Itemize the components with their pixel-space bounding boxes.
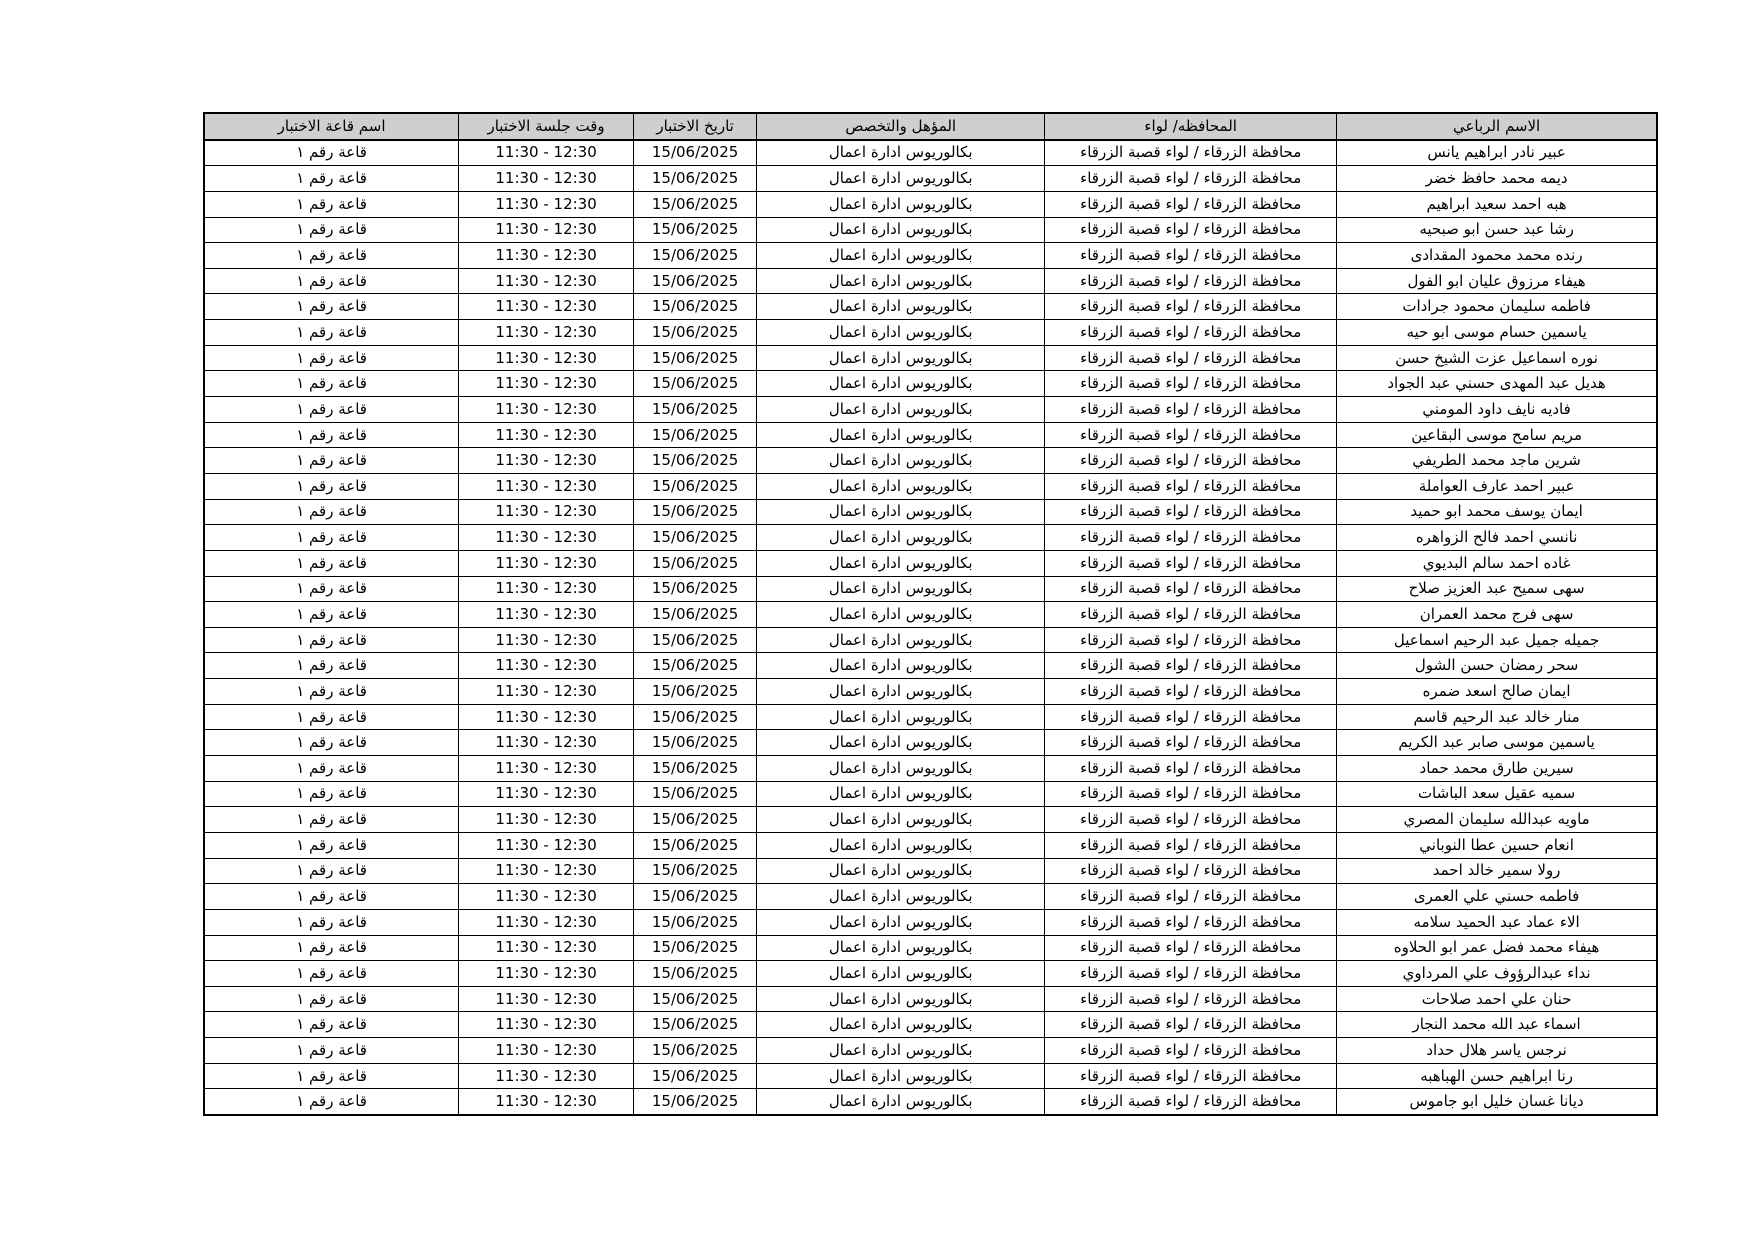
cell-session-time: 11:30 - 12:30 [459,832,634,858]
cell-qualification: بكالوريوس ادارة اعمال [757,140,1045,166]
cell-governorate: محافظة الزرقاء / لواء قصبة الزرقاء [1045,858,1337,884]
cell-hall-name: قاعة رقم ١ [204,935,459,961]
table-row [204,1038,1657,1064]
cell-qualification: بكالوريوس ادارة اعمال [757,243,1045,269]
cell-governorate: محافظة الزرقاء / لواء قصبة الزرقاء [1045,191,1337,217]
cell-exam-date: 15/06/2025 [633,345,756,371]
cell-hall-name: قاعة رقم ١ [204,217,459,243]
cell-name: سحر رمضان حسن الشول [1337,653,1657,679]
cell-hall-name: قاعة رقم ١ [204,986,459,1012]
cell-qualification: بكالوريوس ادارة اعمال [757,986,1045,1012]
cell-exam-date: 15/06/2025 [633,320,756,346]
cell-qualification: بكالوريوس ادارة اعمال [757,756,1045,782]
cell-governorate: محافظة الزرقاء / لواء قصبة الزرقاء [1045,807,1337,833]
cell-session-time: 11:30 - 12:30 [459,217,634,243]
cell-name: رنده محمد محمود المقدادى [1337,243,1657,269]
cell-governorate: محافظة الزرقاء / لواء قصبة الزرقاء [1045,909,1337,935]
cell-exam-date: 15/06/2025 [633,781,756,807]
cell-exam-date: 15/06/2025 [633,679,756,705]
cell-qualification: بكالوريوس ادارة اعمال [757,320,1045,346]
cell-hall-name: قاعة رقم ١ [204,499,459,525]
header-session-time: وقت جلسة الاختبار [459,113,634,140]
cell-session-time: 11:30 - 12:30 [459,884,634,910]
cell-name: ديانا غسان خليل ابو جاموس [1337,1089,1657,1115]
cell-session-time: 11:30 - 12:30 [459,525,634,551]
table-row [204,961,1657,987]
cell-session-time: 11:30 - 12:30 [459,166,634,192]
cell-exam-date: 15/06/2025 [633,191,756,217]
cell-hall-name: قاعة رقم ١ [204,243,459,269]
cell-exam-date: 15/06/2025 [633,294,756,320]
cell-session-time: 11:30 - 12:30 [459,781,634,807]
cell-name: نرجس ياسر هلال حداد [1337,1038,1657,1064]
cell-hall-name: قاعة رقم ١ [204,602,459,628]
cell-name: ايمان صالح اسعد ضمره [1337,679,1657,705]
cell-hall-name: قاعة رقم ١ [204,909,459,935]
cell-qualification: بكالوريوس ادارة اعمال [757,499,1045,525]
cell-session-time: 11:30 - 12:30 [459,576,634,602]
cell-hall-name: قاعة رقم ١ [204,576,459,602]
cell-name: عبير احمد عارف العواملة [1337,473,1657,499]
table-row [204,422,1657,448]
cell-session-time: 11:30 - 12:30 [459,1063,634,1089]
table-row [204,730,1657,756]
cell-qualification: بكالوريوس ادارة اعمال [757,422,1045,448]
cell-governorate: محافظة الزرقاء / لواء قصبة الزرقاء [1045,422,1337,448]
cell-exam-date: 15/06/2025 [633,525,756,551]
cell-session-time: 11:30 - 12:30 [459,935,634,961]
cell-session-time: 11:30 - 12:30 [459,1089,634,1115]
table-row [204,166,1657,192]
cell-governorate: محافظة الزرقاء / لواء قصبة الزرقاء [1045,602,1337,628]
cell-session-time: 11:30 - 12:30 [459,397,634,423]
cell-exam-date: 15/06/2025 [633,1089,756,1115]
cell-name: سهى فرج محمد العمران [1337,602,1657,628]
cell-qualification: بكالوريوس ادارة اعمال [757,807,1045,833]
cell-qualification: بكالوريوس ادارة اعمال [757,576,1045,602]
cell-name: رنا ابراهيم حسن الهباهبه [1337,1063,1657,1089]
cell-hall-name: قاعة رقم ١ [204,756,459,782]
cell-governorate: محافظة الزرقاء / لواء قصبة الزرقاء [1045,576,1337,602]
table-row [204,371,1657,397]
cell-governorate: محافظة الزرقاء / لواء قصبة الزرقاء [1045,550,1337,576]
cell-name: اسماء عبد الله محمد النجار [1337,1012,1657,1038]
cell-session-time: 11:30 - 12:30 [459,602,634,628]
cell-qualification: بكالوريوس ادارة اعمال [757,832,1045,858]
cell-name: انعام حسين عطا النوباني [1337,832,1657,858]
cell-hall-name: قاعة رقم ١ [204,653,459,679]
cell-hall-name: قاعة رقم ١ [204,525,459,551]
cell-name: رولا سمير خالد احمد [1337,858,1657,884]
cell-governorate: محافظة الزرقاء / لواء قصبة الزرقاء [1045,1012,1337,1038]
table-row [204,884,1657,910]
cell-governorate: محافظة الزرقاء / لواء قصبة الزرقاء [1045,884,1337,910]
table-row [204,1089,1657,1115]
cell-hall-name: قاعة رقم ١ [204,320,459,346]
cell-hall-name: قاعة رقم ١ [204,294,459,320]
cell-name: فاطمه سليمان محمود جرادات [1337,294,1657,320]
cell-exam-date: 15/06/2025 [633,730,756,756]
cell-hall-name: قاعة رقم ١ [204,627,459,653]
cell-session-time: 11:30 - 12:30 [459,756,634,782]
table-row [204,781,1657,807]
cell-session-time: 11:30 - 12:30 [459,858,634,884]
cell-governorate: محافظة الزرقاء / لواء قصبة الزرقاء [1045,140,1337,166]
cell-name: رشا عبد حسن ابو صبحيه [1337,217,1657,243]
table-row [204,576,1657,602]
cell-exam-date: 15/06/2025 [633,832,756,858]
cell-qualification: بكالوريوس ادارة اعمال [757,730,1045,756]
cell-qualification: بكالوريوس ادارة اعمال [757,858,1045,884]
cell-qualification: بكالوريوس ادارة اعمال [757,884,1045,910]
table-row [204,473,1657,499]
cell-exam-date: 15/06/2025 [633,704,756,730]
cell-session-time: 11:30 - 12:30 [459,653,634,679]
cell-governorate: محافظة الزرقاء / لواء قصبة الزرقاء [1045,525,1337,551]
cell-hall-name: قاعة رقم ١ [204,679,459,705]
cell-session-time: 11:30 - 12:30 [459,345,634,371]
table-body [204,140,1657,1115]
cell-hall-name: قاعة رقم ١ [204,550,459,576]
table-row [204,756,1657,782]
cell-governorate: محافظة الزرقاء / لواء قصبة الزرقاء [1045,627,1337,653]
cell-hall-name: قاعة رقم ١ [204,832,459,858]
cell-session-time: 11:30 - 12:30 [459,627,634,653]
cell-hall-name: قاعة رقم ١ [204,191,459,217]
cell-governorate: محافظة الزرقاء / لواء قصبة الزرقاء [1045,345,1337,371]
cell-exam-date: 15/06/2025 [633,627,756,653]
table-row [204,448,1657,474]
cell-governorate: محافظة الزرقاء / لواء قصبة الزرقاء [1045,986,1337,1012]
cell-qualification: بكالوريوس ادارة اعمال [757,1012,1045,1038]
cell-name: حنان علي احمد صلاحات [1337,986,1657,1012]
cell-qualification: بكالوريوس ادارة اعمال [757,191,1045,217]
cell-hall-name: قاعة رقم ١ [204,140,459,166]
cell-governorate: محافظة الزرقاء / لواء قصبة الزرقاء [1045,448,1337,474]
cell-qualification: بكالوريوس ادارة اعمال [757,1038,1045,1064]
cell-qualification: بكالوريوس ادارة اعمال [757,679,1045,705]
cell-qualification: بكالوريوس ادارة اعمال [757,1063,1045,1089]
cell-name: مريم سامح موسى البقاعين [1337,422,1657,448]
cell-exam-date: 15/06/2025 [633,576,756,602]
cell-hall-name: قاعة رقم ١ [204,858,459,884]
cell-exam-date: 15/06/2025 [633,909,756,935]
cell-qualification: بكالوريوس ادارة اعمال [757,166,1045,192]
cell-exam-date: 15/06/2025 [633,935,756,961]
table-row [204,653,1657,679]
table-row [204,1012,1657,1038]
cell-hall-name: قاعة رقم ١ [204,1063,459,1089]
cell-qualification: بكالوريوس ادارة اعمال [757,704,1045,730]
cell-exam-date: 15/06/2025 [633,397,756,423]
cell-exam-date: 15/06/2025 [633,653,756,679]
cell-session-time: 11:30 - 12:30 [459,730,634,756]
cell-qualification: بكالوريوس ادارة اعمال [757,397,1045,423]
header-exam-date: تاريخ الاختبار [633,113,756,140]
table-row [204,217,1657,243]
cell-qualification: بكالوريوس ادارة اعمال [757,217,1045,243]
cell-name: هيفاء مرزوق عليان ابو الفول [1337,268,1657,294]
cell-hall-name: قاعة رقم ١ [204,268,459,294]
cell-session-time: 11:30 - 12:30 [459,909,634,935]
cell-qualification: بكالوريوس ادارة اعمال [757,935,1045,961]
cell-qualification: بكالوريوس ادارة اعمال [757,909,1045,935]
cell-exam-date: 15/06/2025 [633,1063,756,1089]
cell-name: فاديه نايف داود المومني [1337,397,1657,423]
cell-session-time: 11:30 - 12:30 [459,679,634,705]
table-row [204,191,1657,217]
cell-exam-date: 15/06/2025 [633,1012,756,1038]
cell-governorate: محافظة الزرقاء / لواء قصبة الزرقاء [1045,679,1337,705]
cell-hall-name: قاعة رقم ١ [204,345,459,371]
cell-hall-name: قاعة رقم ١ [204,1089,459,1115]
cell-governorate: محافظة الزرقاء / لواء قصبة الزرقاء [1045,756,1337,782]
cell-governorate: محافظة الزرقاء / لواء قصبة الزرقاء [1045,294,1337,320]
cell-governorate: محافظة الزرقاء / لواء قصبة الزرقاء [1045,704,1337,730]
header-hall-name: اسم قاعة الاختبار [204,113,459,140]
table-row [204,679,1657,705]
table-row [204,858,1657,884]
cell-exam-date: 15/06/2025 [633,473,756,499]
cell-hall-name: قاعة رقم ١ [204,781,459,807]
cell-exam-date: 15/06/2025 [633,217,756,243]
cell-governorate: محافظة الزرقاء / لواء قصبة الزرقاء [1045,217,1337,243]
cell-exam-date: 15/06/2025 [633,140,756,166]
cell-session-time: 11:30 - 12:30 [459,704,634,730]
exam-roster-table [203,112,1658,1116]
cell-qualification: بكالوريوس ادارة اعمال [757,371,1045,397]
cell-exam-date: 15/06/2025 [633,243,756,269]
cell-exam-date: 15/06/2025 [633,166,756,192]
cell-exam-date: 15/06/2025 [633,1038,756,1064]
cell-governorate: محافظة الزرقاء / لواء قصبة الزرقاء [1045,1038,1337,1064]
cell-governorate: محافظة الزرقاء / لواء قصبة الزرقاء [1045,1089,1337,1115]
cell-governorate: محافظة الزرقاء / لواء قصبة الزرقاء [1045,961,1337,987]
cell-hall-name: قاعة رقم ١ [204,961,459,987]
cell-qualification: بكالوريوس ادارة اعمال [757,294,1045,320]
cell-qualification: بكالوريوس ادارة اعمال [757,627,1045,653]
cell-governorate: محافظة الزرقاء / لواء قصبة الزرقاء [1045,935,1337,961]
table-header-row [204,113,1657,140]
cell-exam-date: 15/06/2025 [633,961,756,987]
table-row [204,986,1657,1012]
table-row [204,268,1657,294]
cell-governorate: محافظة الزرقاء / لواء قصبة الزرقاء [1045,166,1337,192]
cell-governorate: محافظة الزرقاء / لواء قصبة الزرقاء [1045,653,1337,679]
cell-session-time: 11:30 - 12:30 [459,320,634,346]
cell-governorate: محافظة الزرقاء / لواء قصبة الزرقاء [1045,730,1337,756]
cell-qualification: بكالوريوس ادارة اعمال [757,525,1045,551]
table-row [204,320,1657,346]
cell-hall-name: قاعة رقم ١ [204,807,459,833]
cell-exam-date: 15/06/2025 [633,807,756,833]
cell-session-time: 11:30 - 12:30 [459,191,634,217]
cell-qualification: بكالوريوس ادارة اعمال [757,345,1045,371]
header-name: الاسم الرباعي [1337,113,1657,140]
cell-name: غاده احمد سالم البديوي [1337,550,1657,576]
cell-session-time: 11:30 - 12:30 [459,371,634,397]
table-row [204,602,1657,628]
cell-name: نداء عبدالرؤوف علي المرداوي [1337,961,1657,987]
cell-exam-date: 15/06/2025 [633,422,756,448]
cell-hall-name: قاعة رقم ١ [204,473,459,499]
cell-exam-date: 15/06/2025 [633,268,756,294]
cell-hall-name: قاعة رقم ١ [204,448,459,474]
cell-name: عبير نادر ابراهيم يانس [1337,140,1657,166]
cell-qualification: بكالوريوس ادارة اعمال [757,1089,1045,1115]
cell-governorate: محافظة الزرقاء / لواء قصبة الزرقاء [1045,243,1337,269]
table-row [204,627,1657,653]
table-row [204,704,1657,730]
cell-name: ايمان يوسف محمد ابو حميد [1337,499,1657,525]
header-qualification: المؤهل والتخصص [757,113,1045,140]
cell-name: نانسي احمد فالح الزواهره [1337,525,1657,551]
cell-exam-date: 15/06/2025 [633,550,756,576]
table-row [204,909,1657,935]
cell-session-time: 11:30 - 12:30 [459,961,634,987]
cell-qualification: بكالوريوس ادارة اعمال [757,961,1045,987]
cell-name: الاء عماد عبد الحميد سلامه [1337,909,1657,935]
cell-name: هيفاء محمد فضل عمر ابو الحلاوه [1337,935,1657,961]
cell-governorate: محافظة الزرقاء / لواء قصبة الزرقاء [1045,268,1337,294]
cell-name: ياسمين حسام موسى ابو حيه [1337,320,1657,346]
cell-hall-name: قاعة رقم ١ [204,371,459,397]
cell-exam-date: 15/06/2025 [633,756,756,782]
cell-governorate: محافظة الزرقاء / لواء قصبة الزرقاء [1045,832,1337,858]
cell-exam-date: 15/06/2025 [633,986,756,1012]
cell-hall-name: قاعة رقم ١ [204,704,459,730]
cell-hall-name: قاعة رقم ١ [204,1012,459,1038]
cell-session-time: 11:30 - 12:30 [459,294,634,320]
table-row [204,1063,1657,1089]
cell-session-time: 11:30 - 12:30 [459,1038,634,1064]
cell-session-time: 11:30 - 12:30 [459,473,634,499]
cell-qualification: بكالوريوس ادارة اعمال [757,268,1045,294]
cell-session-time: 11:30 - 12:30 [459,422,634,448]
cell-name: ماويه عبدالله سليمان المصري [1337,807,1657,833]
cell-hall-name: قاعة رقم ١ [204,422,459,448]
cell-exam-date: 15/06/2025 [633,884,756,910]
header-governorate: المحافظه/ لواء [1045,113,1337,140]
cell-session-time: 11:30 - 12:30 [459,448,634,474]
cell-name: سيرين طارق محمد حماد [1337,756,1657,782]
table-row [204,832,1657,858]
table-row [204,140,1657,166]
cell-hall-name: قاعة رقم ١ [204,884,459,910]
cell-hall-name: قاعة رقم ١ [204,730,459,756]
cell-governorate: محافظة الزرقاء / لواء قصبة الزرقاء [1045,371,1337,397]
cell-governorate: محافظة الزرقاء / لواء قصبة الزرقاء [1045,473,1337,499]
cell-qualification: بكالوريوس ادارة اعمال [757,602,1045,628]
cell-name: هديل عبد المهدى حسني عبد الجواد [1337,371,1657,397]
cell-name: سميه عقيل سعد الباشات [1337,781,1657,807]
cell-exam-date: 15/06/2025 [633,602,756,628]
cell-exam-date: 15/06/2025 [633,371,756,397]
cell-hall-name: قاعة رقم ١ [204,1038,459,1064]
cell-exam-date: 15/06/2025 [633,858,756,884]
cell-name: نوره اسماعيل عزت الشيخ حسن [1337,345,1657,371]
cell-exam-date: 15/06/2025 [633,499,756,525]
cell-name: ديمه محمد حافظ خضر [1337,166,1657,192]
table-row [204,807,1657,833]
cell-session-time: 11:30 - 12:30 [459,550,634,576]
exam-roster-sheet [203,112,1658,1116]
cell-name: هبه احمد سعيد ابراهيم [1337,191,1657,217]
cell-governorate: محافظة الزرقاء / لواء قصبة الزرقاء [1045,781,1337,807]
cell-qualification: بكالوريوس ادارة اعمال [757,448,1045,474]
cell-governorate: محافظة الزرقاء / لواء قصبة الزرقاء [1045,397,1337,423]
cell-session-time: 11:30 - 12:30 [459,1012,634,1038]
cell-hall-name: قاعة رقم ١ [204,166,459,192]
cell-name: جميله جميل عبد الرحيم اسماعيل [1337,627,1657,653]
cell-hall-name: قاعة رقم ١ [204,397,459,423]
cell-name: سهى سميح عبد العزيز صلاح [1337,576,1657,602]
cell-governorate: محافظة الزرقاء / لواء قصبة الزرقاء [1045,499,1337,525]
table-row [204,294,1657,320]
cell-name: ياسمين موسى صابر عبد الكريم [1337,730,1657,756]
cell-session-time: 11:30 - 12:30 [459,243,634,269]
cell-name: فاطمه حسني علي العمرى [1337,884,1657,910]
cell-exam-date: 15/06/2025 [633,448,756,474]
cell-governorate: محافظة الزرقاء / لواء قصبة الزرقاء [1045,1063,1337,1089]
table-row [204,550,1657,576]
cell-session-time: 11:30 - 12:30 [459,268,634,294]
cell-name: شرين ماجد محمد الطريفي [1337,448,1657,474]
cell-governorate: محافظة الزرقاء / لواء قصبة الزرقاء [1045,320,1337,346]
cell-qualification: بكالوريوس ادارة اعمال [757,653,1045,679]
cell-qualification: بكالوريوس ادارة اعمال [757,550,1045,576]
table-row [204,345,1657,371]
table-row [204,935,1657,961]
cell-session-time: 11:30 - 12:30 [459,986,634,1012]
table-row [204,243,1657,269]
cell-qualification: بكالوريوس ادارة اعمال [757,473,1045,499]
cell-session-time: 11:30 - 12:30 [459,499,634,525]
cell-session-time: 11:30 - 12:30 [459,807,634,833]
cell-session-time: 11:30 - 12:30 [459,140,634,166]
cell-name: منار خالد عبد الرحيم قاسم [1337,704,1657,730]
table-row [204,525,1657,551]
table-row [204,499,1657,525]
table-row [204,397,1657,423]
cell-qualification: بكالوريوس ادارة اعمال [757,781,1045,807]
